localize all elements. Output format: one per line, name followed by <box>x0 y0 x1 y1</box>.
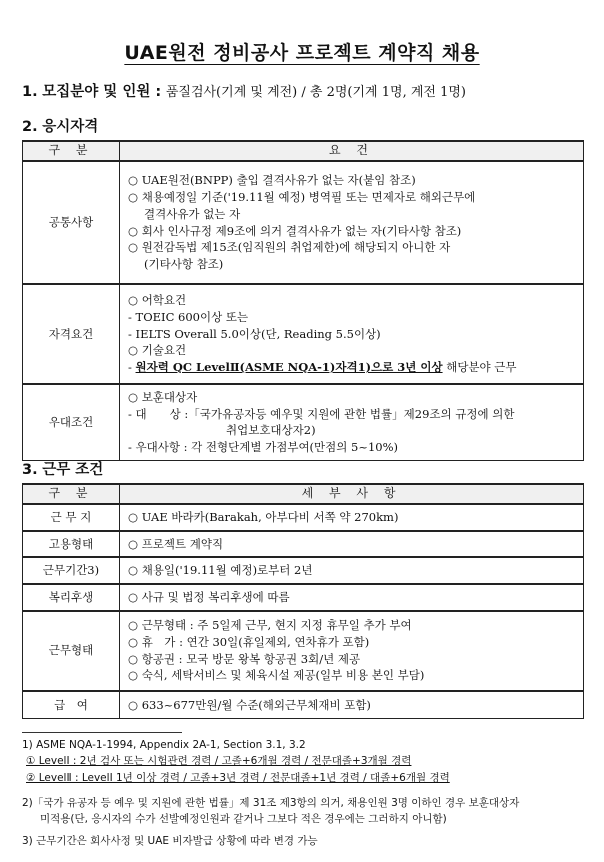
section-qualification-heading: 2. 응시자격 <box>22 119 99 135</box>
footnote-2: 2)「국가 유공자 등 예우 및 지원에 관한 법률」제 31조 제3항의 의거, 채용인원 3명 이하인 경우 보훈대상자 미적용(단, 응시자의 수가 선발예정인원과 같거나 그보다 적은 경우에는 그러하지 아니함) <box>22 797 520 826</box>
table-row <box>23 384 584 460</box>
page-title: UAE원전 정비공사 프로젝트 계약직 채용 <box>124 42 480 64</box>
table-header-row <box>23 141 584 161</box>
section-recruitment: 1. 모집분야 및 인원 : 품질검사(기계 및 계전) / 총 2명(기계 1명, 계전 1명) <box>22 84 466 100</box>
table-header-row <box>23 484 584 504</box>
row-value-eligibility: ○ 어학요건 - TOEIC 600이상 또는 - IELTS Overall 5.0이상(단, Reading 5.5이상) ○ 기술요건 - 원자력 QC LevelⅡ(ASME NQA-1)자격1)으로 3년 이상 해당분야 근무 <box>120 284 584 384</box>
work-conditions-table <box>22 483 584 719</box>
table-row: 복리후생 ○ 사규 및 법정 복리후생에 따름 <box>23 584 584 611</box>
row-key-eligibility: 자격요건 <box>23 284 120 384</box>
section-conditions-heading: 3. 근무 조건 <box>22 462 104 478</box>
table-header-category: 구 분 <box>23 484 120 504</box>
table-row: 근무기간3) ○ 채용일('19.11월 예정)로부터 2년 <box>23 557 584 584</box>
table-header-requirements: 요 건 <box>120 141 584 161</box>
row-key-salary: 급 여 <box>23 691 120 719</box>
row-key-location: 근 무 지 <box>23 504 120 531</box>
table-header-details: 세 부 사 항 <box>120 484 584 504</box>
row-key-work-style: 근무형태 <box>23 611 120 691</box>
table-header-category: 구 분 <box>23 141 120 161</box>
footnote-divider <box>22 732 182 733</box>
table-row <box>23 161 584 284</box>
table-row: 고용형태 ○ 프로젝트 계약직 <box>23 531 584 558</box>
row-key-work-period: 근무기간3) <box>23 557 120 584</box>
row-value-common: ○ UAE원전(BNPP) 출입 결격사유가 없는 자(붙임 참조) ○ 채용예정일 기준('19.11월 예정) 병역필 또는 면제자로 해외근무에 결격사유가 없는 자 ○ 회사 인사규정 제9조에 의거 결격사유가 없는 자(기타사항 참조) ○ 원전감독법 제15조(임직원의 취업제한)에 해당되지 아니한 자 (기타사항 참조) <box>120 161 584 284</box>
table-row: 급 여 ○ 633~677만원/월 수준(해외근무체재비 포함) <box>23 691 584 719</box>
row-key-employment-type: 고용형태 <box>23 531 120 558</box>
table-row: 근 무 지 ○ UAE 바라카(Barakah, 아부다비 서쪽 약 270km) <box>23 504 584 531</box>
qualification-table <box>22 140 584 461</box>
row-key-benefits: 복리후생 <box>23 584 120 611</box>
footnote-1: 1) ASME NQA-1-1994, Appendix 2A-1, Section 3.1, 3.2 ① LevelⅠ : 2년 검사 또는 시험관련 경력 / 고졸+6개월 경력 / 전문대졸+3개월 경력 ② LevelⅡ : LevelⅠ 1년 이상 경력 / 고졸+3년 경력 / 전문대졸+1년 경력 / 대졸+6개월 경력 <box>22 739 450 784</box>
table-row: 근무형태 ○ 근무형태 : 주 5일제 근무, 현지 지정 휴무일 추가 부여 ○ 휴 가 : 연간 30일(휴일제외, 연차휴가 포함) ○ 항공권 : 모국 방문 왕복 항공권 3회/년 제공 ○ 숙식, 세탁서비스 및 체육시설 제공(일부 비용 본인 부담) <box>23 611 584 691</box>
table-row <box>23 284 584 384</box>
row-value-preference: ○ 보훈대상자 - 대 상 :「국가유공자등 예우및 지원에 관한 법률」제29조의 규정에 의한 취업보호대상자2) - 우대사항 : 각 전형단계별 가점부여(만점의 5~10%) <box>120 384 584 460</box>
qc-level-requirement: 원자력 QC LevelⅡ(ASME NQA-1)자격1)으로 3년 이상 <box>135 360 443 374</box>
footnote-3: 3) 근무기간은 회사사정 및 UAE 비자발급 상황에 따라 변경 가능 <box>22 835 318 847</box>
row-key-preference: 우대조건 <box>23 384 120 460</box>
row-key-common: 공통사항 <box>23 161 120 284</box>
